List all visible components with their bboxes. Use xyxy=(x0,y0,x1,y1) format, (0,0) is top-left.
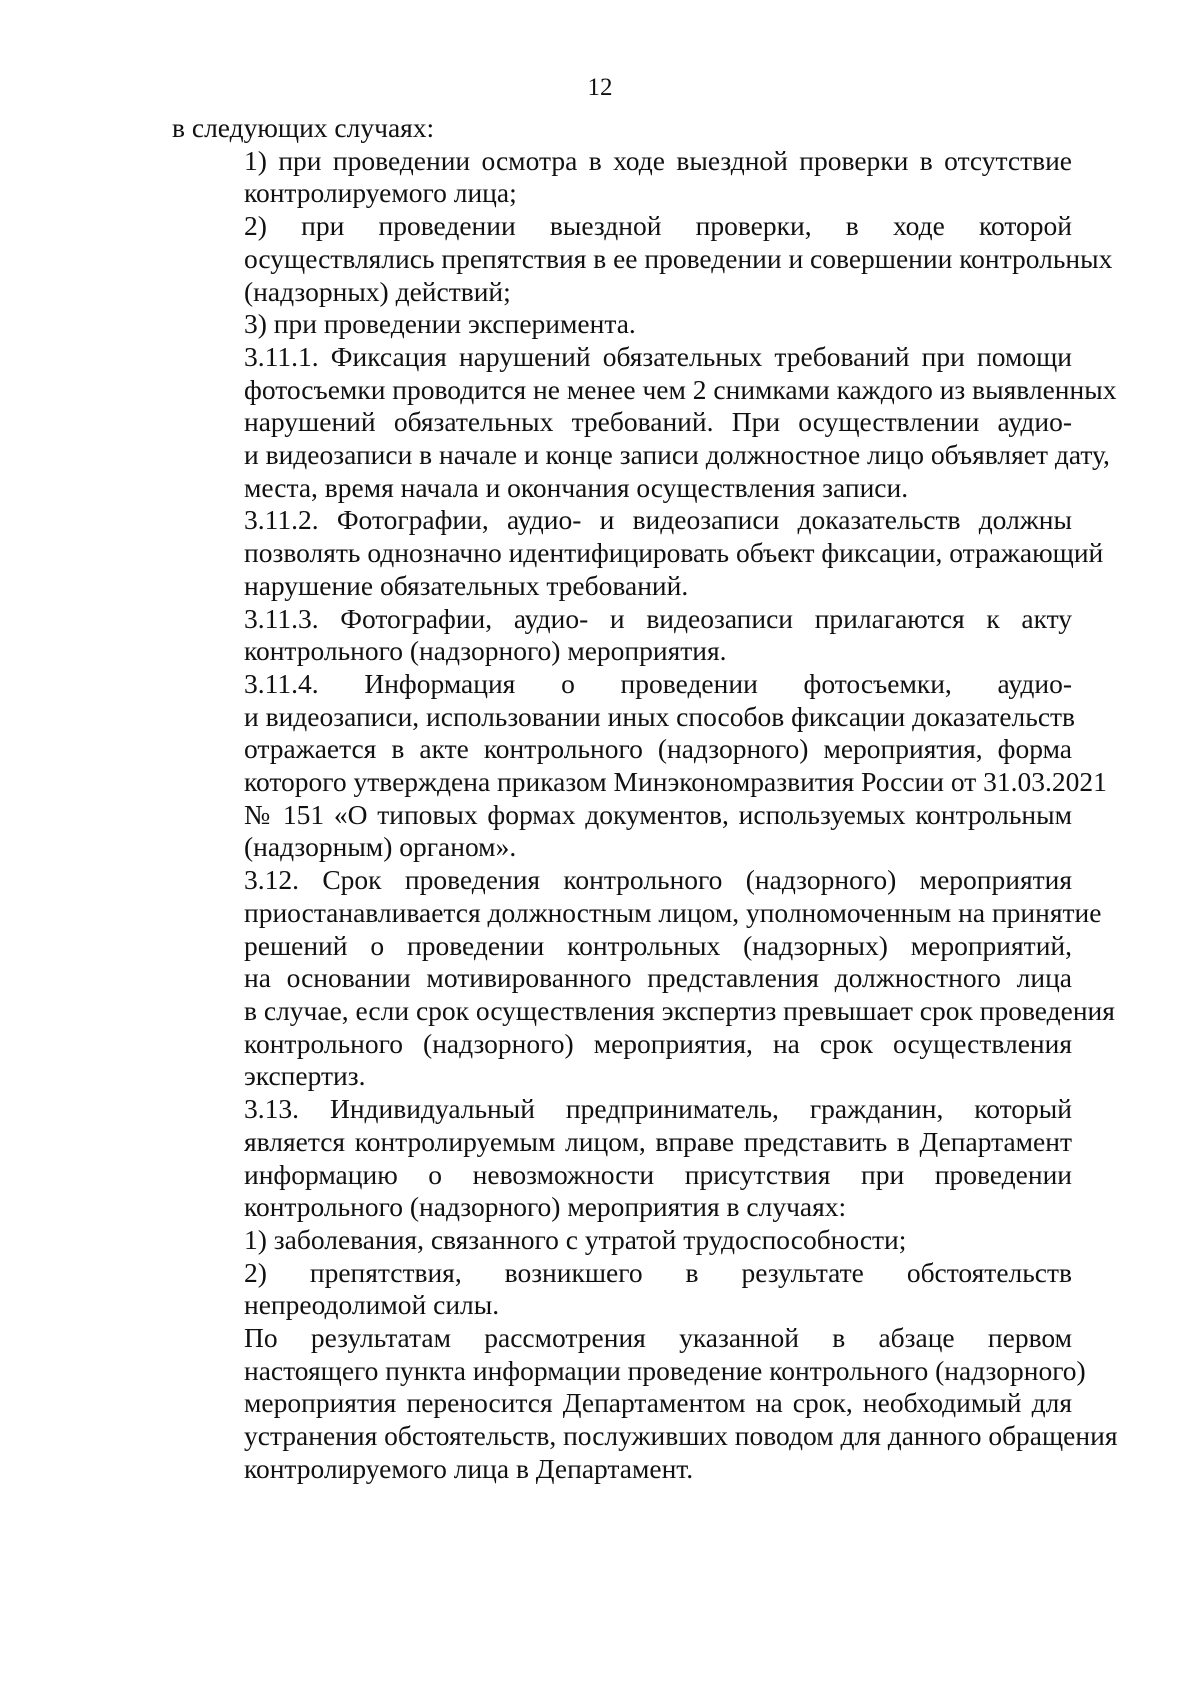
text-line: 3) при проведении эксперимента. xyxy=(244,308,636,340)
text-line: контрольного (надзорного) мероприятия в случаях: xyxy=(244,1191,847,1223)
text-line: мероприятия переносится Департаментом на срок, необходимый для xyxy=(244,1387,1072,1419)
text-line: приостанавливается должностным лицом, уполномоченным на принятие xyxy=(244,896,1102,928)
text-line: на основании мотивированного представления должностного лица xyxy=(244,962,1072,994)
paragraph xyxy=(172,864,1115,1093)
text-line: нарушений обязательных требований. При осуществлении аудио- xyxy=(244,406,1072,438)
paragraph xyxy=(172,210,1113,308)
paragraph xyxy=(172,145,1072,210)
text-line: является контролируемым лицом, вправе представить в Департамент xyxy=(244,1125,1072,1157)
text-line: решений о проведении контрольных (надзорных) мероприятий, xyxy=(244,929,1072,961)
paragraph xyxy=(172,340,1117,505)
paragraph xyxy=(172,308,1072,341)
text-line: контролируемого лица; xyxy=(244,177,517,209)
text-line: 3.11.4. Информация о проведении фотосъемки, аудио- xyxy=(244,667,1072,699)
paragraph xyxy=(172,112,1072,145)
text-line: отражается в акте контрольного (надзорного) мероприятия, форма xyxy=(244,733,1072,765)
text-line: 3.11.1. Фиксация нарушений обязательных требований при помощи xyxy=(244,340,1072,372)
text-line: настоящего пункта информации проведение контрольного (надзорного) xyxy=(244,1354,1086,1386)
paragraph xyxy=(172,1257,1072,1322)
paragraph xyxy=(172,1322,1118,1486)
document-body xyxy=(172,112,1118,1486)
text-line: контрольного (надзорного) мероприятия. xyxy=(244,635,727,667)
text-line: которого утверждена приказом Минэкономразвития России от 31.03.2021 xyxy=(244,766,1107,798)
text-line: № 151 «О типовых формах документов, используемых контрольным xyxy=(244,798,1072,830)
paragraph xyxy=(172,1224,1072,1257)
text-line: 1) заболевания, связанного с утратой трудоспособности; xyxy=(244,1223,907,1255)
text-line: информацию о невозможности присутствия при проведении xyxy=(244,1158,1072,1190)
text-line: контрольного (надзорного) мероприятия, на срок осуществления xyxy=(244,1027,1072,1059)
text-line: контролируемого лица в Департамент. xyxy=(244,1452,694,1484)
text-line: в случае, если срок осуществления экспертиз превышает срок проведения xyxy=(244,994,1115,1026)
paragraph xyxy=(172,667,1107,864)
text-line: 3.12. Срок проведения контрольного (надзорного) мероприятия xyxy=(244,864,1072,896)
text-line: 3.11.3. Фотографии, аудио- и видеозаписи прилагаются к акту xyxy=(244,602,1072,634)
text-line: 3.11.2. Фотографии, аудио- и видеозаписи доказательств должны xyxy=(244,504,1072,536)
text-line: осуществлялись препятствия в ее проведении и совершении контрольных xyxy=(244,242,1113,274)
page-number: 12 xyxy=(587,74,613,101)
text-line: фотосъемки проводится не менее чем 2 снимками каждого из выявленных xyxy=(244,373,1117,405)
text-line: в следующих случаях: xyxy=(172,112,435,143)
text-line: устранения обстоятельств, послуживших поводом для данного обращения xyxy=(244,1420,1118,1452)
text-line: (надзорным) органом». xyxy=(244,831,517,863)
text-line: экспертиз. xyxy=(244,1060,366,1092)
paragraph xyxy=(172,504,1104,602)
text-line: 2) при проведении выездной проверки, в ходе которой xyxy=(244,210,1072,242)
paragraph xyxy=(172,603,1072,668)
text-line: места, время начала и окончания осуществления записи. xyxy=(244,471,909,503)
paragraph xyxy=(172,1093,1072,1224)
text-line: и видеозаписи в начале и конце записи должностное лицо объявляет дату, xyxy=(244,439,1110,471)
text-line: 2) препятствия, возникшего в результате обстоятельств xyxy=(244,1256,1072,1288)
text-line: и видеозаписи, использовании иных способов фиксации доказательств xyxy=(244,700,1076,732)
text-line: нарушение обязательных требований. xyxy=(244,569,689,601)
text-line: 1) при проведении осмотра в ходе выездной проверки в отсутствие xyxy=(244,144,1072,176)
text-line: (надзорных) действий; xyxy=(244,275,511,307)
text-line: 3.13. Индивидуальный предприниматель, гражданин, который xyxy=(244,1093,1072,1125)
text-line: позволять однозначно идентифицировать объект фиксации, отражающий xyxy=(244,537,1104,569)
text-line: непреодолимой силы. xyxy=(244,1289,500,1321)
text-line: По результатам рассмотрения указанной в абзаце первом xyxy=(244,1322,1072,1354)
